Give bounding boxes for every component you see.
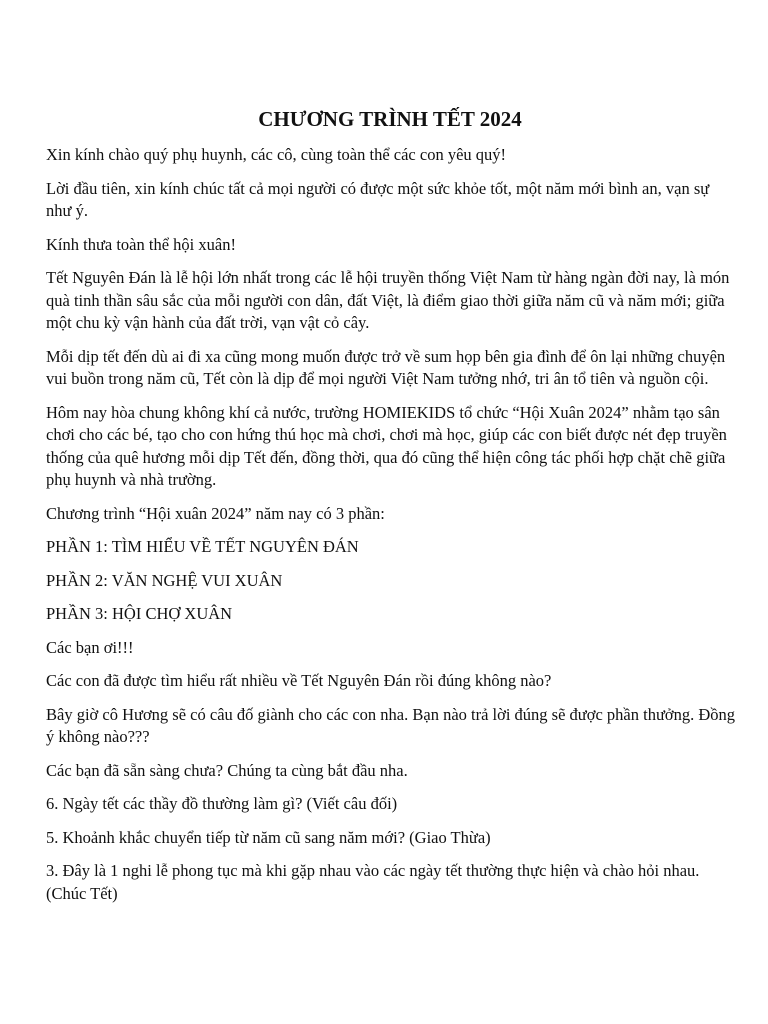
program-part-2: PHẦN 2: VĂN NGHỆ VUI XUÂN (46, 570, 283, 590)
program-part-1: PHẦN 1: TÌM HIỂU VỀ TẾT NGUYÊN ĐÁN (46, 537, 359, 556)
quiz-item: 5. Khoảnh khắc chuyển tiếp từ năm cũ sang năm mới? (Giao Thừa) (46, 827, 491, 847)
greeting-paragraph: Xin kính chào quý phụ huynh, các cô, cùng toàn thể các con yêu quý! (46, 145, 507, 164)
ready-paragraph: Các bạn đã sẵn sàng chưa? Chúng ta cùng bắt đầu nha. (46, 760, 408, 780)
address-paragraph: Kính thưa toàn thể hội xuân! (46, 234, 236, 254)
call-out-paragraph: Các bạn ơi!!! (46, 637, 134, 657)
program-part-3: PHẦN 3: HỘI CHỢ XUÂN (46, 604, 233, 623)
document-title: CHƯƠNG TRÌNH TẾT 2024 (258, 107, 522, 131)
wishes-paragraph: Lời đầu tiên, xin kính chúc tất cả mọi người có được một sức khỏe tốt, một năm mới bình an, vạn sự như ý. (46, 178, 710, 220)
event-purpose-paragraph: Hôm nay hòa chung không khí cả nước, trường HOMIEKIDS tổ chức “Hội Xuân 2024” nhằm tạo sân chơi cho các bé, tạo cho con hứng thú học mà chơi, chơi mà học, giúp các con biết được nét đẹp truyền thống của quê hương mỗi dịp Tết đến, đồng thời, qua đó cũng thể hiện công tác phối hợp chặt chẽ giữa phụ huynh và nhà trường. (46, 402, 727, 489)
tet-intro-paragraph: Tết Nguyên Đán là lễ hội lớn nhất trong các lễ hội truyền thống Việt Nam từ hàng ngàn đời nay, là món quà tinh thần sâu sắc của mỗi người con dân, đất Việt, là điểm giao thời giữa năm cũ và năm mới; giữa một chu kỳ vận hành của đất trời, vạn vật cỏ cây. (46, 268, 730, 332)
quiz-intro-paragraph: Bây giờ cô Hương sẽ có câu đố giành cho các con nha. Bạn nào trả lời đúng sẽ được phần thưởng. Đồng ý không nào??? (46, 704, 736, 746)
program-overview-paragraph: Chương trình “Hội xuân 2024” năm nay có 3 phần: (46, 503, 385, 523)
quiz-item: 6. Ngày tết các thầy đồ thường làm gì? (Viết câu đối) (46, 794, 398, 813)
tet-reunion-paragraph: Mỗi dịp tết đến dù ai đi xa cũng mong muốn được trở về sum họp bên gia đình để ôn lại những chuyện vui buồn trong năm cũ, Tết còn là dịp để mọi người Việt Nam tưởng nhớ, tri ân tổ tiên và nguồn cội. (46, 346, 726, 388)
document-body (46, 144, 736, 916)
question-paragraph: Các con đã được tìm hiểu rất nhiều về Tết Nguyên Đán rồi đúng không nào? (46, 671, 552, 690)
quiz-item: 3. Đây là 1 nghi lễ phong tục mà khi gặp nhau vào các ngày tết thường thực hiện và chào hỏi nhau. (Chúc Tết) (46, 861, 700, 903)
